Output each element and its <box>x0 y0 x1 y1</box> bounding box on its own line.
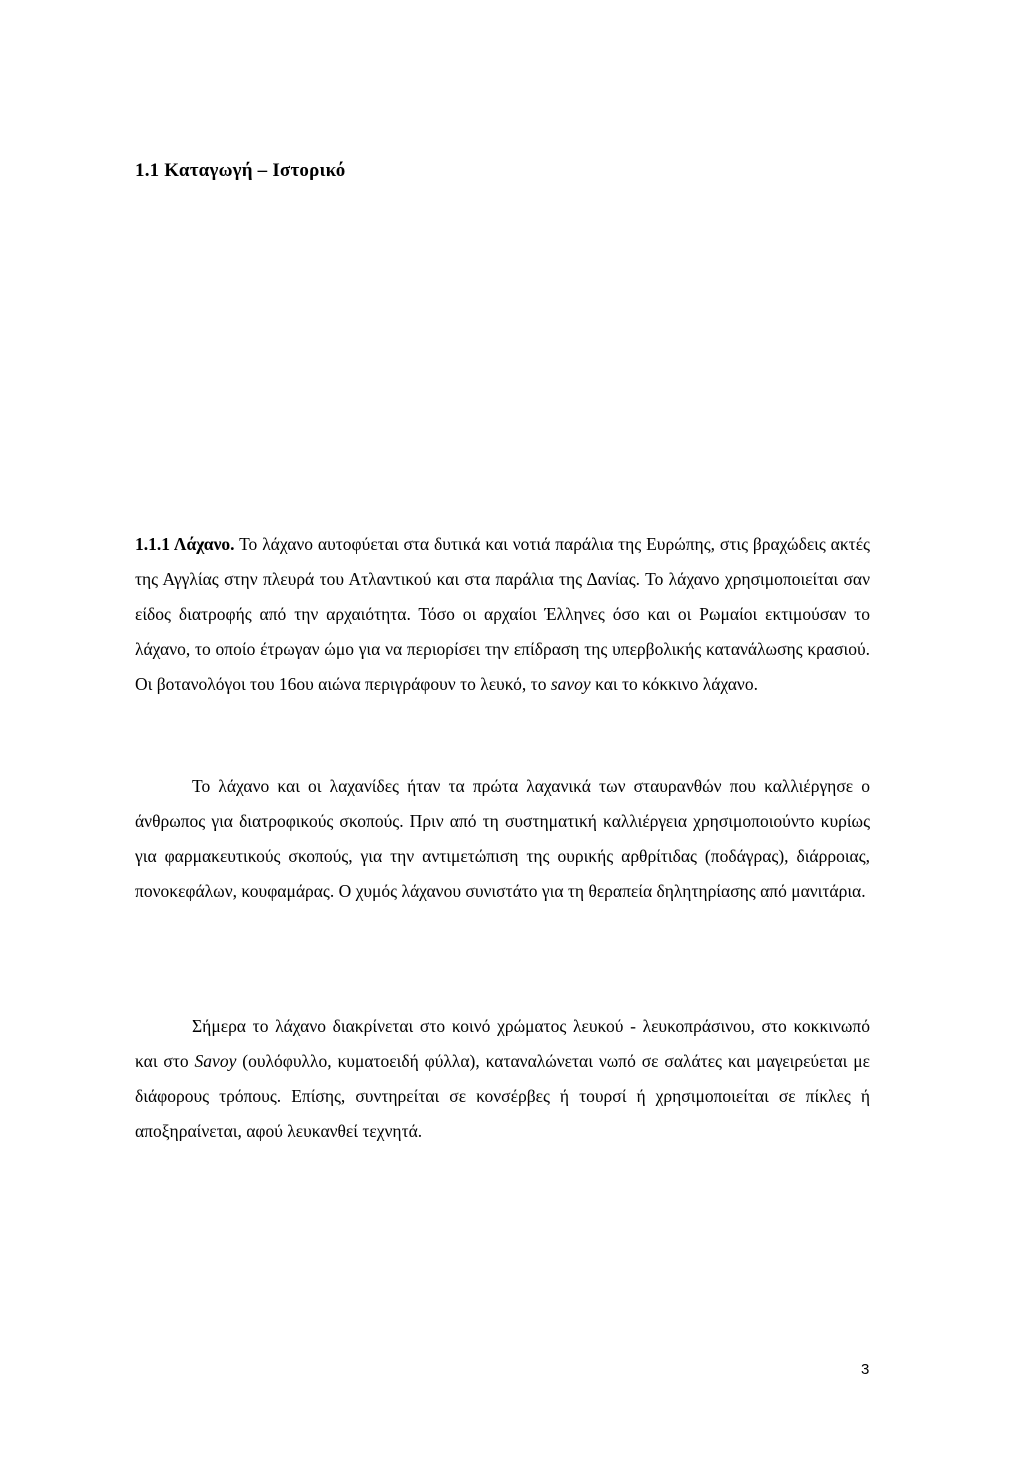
paragraph-cabbage-origin <box>135 527 870 702</box>
subsection-heading: 1.1.1 Λάχανο. <box>135 534 235 554</box>
italic-term-savoy: savoy <box>550 674 591 694</box>
section-title: 1.1 Καταγωγή – Ιστορικό <box>135 160 346 181</box>
paragraph-text-start: Σήμερα το λάχανο διακρίνεται στο κοινό χρώματος λευκού - λευκοπράσινου, στο κοκκινωπό και στο <box>135 1016 870 1071</box>
paragraph-cabbage-history <box>135 769 870 909</box>
paragraph-cabbage-today <box>135 1009 870 1149</box>
paragraph-text: Το λάχανο και οι λαχανίδες ήταν τα πρώτα λαχανικά των σταυρανθών που καλλιέργησε ο άνθρωπος για διατροφικούς σκοπούς. Πριν από τη συστηματική καλλιέργεια χρησιμοποιούντο κυρίως για φαρμακευτικούς σκοπούς, για την αντιμετώπιση της ουρικής αρθρίτιδας (ποδάγρας), διάρροιας, πονοκεφάλων, κουφαμάρας. Ο χυμός λάχανου συνιστάτο για τη θεραπεία δηλητηρίασης από μανιτάρια. <box>135 776 870 901</box>
paragraph-text-end: (ουλόφυλλο, κυματοειδή φύλλα), καταναλώνεται νωπό σε σαλάτες και μαγειρεύεται με διάφορους τρόπους. Επίσης, συντηρείται σε κονσέρβες ή τουρσί ή χρησιμοποιείται σε πίκλες ή αποξηραίνεται, αφού λευκανθεί τεχνητά. <box>135 1051 870 1141</box>
page-number: 3 <box>861 1361 870 1378</box>
paragraph-text: Το λάχανο αυτοφύεται στα δυτικά και νοτιά παράλια της Ευρώπης, στις βραχώδεις ακτές της Αγγλίας στην πλευρά του Ατλαντικού και στα παράλια της Δανίας. Το λάχανο χρησιμοποιείται σαν είδος διατροφής από την αρχαιότητα. Τόσο οι αρχαίοι Έλληνες όσο και οι Ρωμαίοι εκτιμούσαν το λάχανο, το οποίο έτρωγαν ώμο για να περιορίσει την επίδραση της υπερβολικής κατανάλωσης κρασιού. Οι βοτανολόγοι του 16ου αιώνα περιγράφουν το λευκό, το <box>135 534 870 694</box>
italic-term-savoy: Savoy <box>194 1051 237 1071</box>
paragraph-text-end: και το κόκκινο λάχανο. <box>590 674 758 694</box>
